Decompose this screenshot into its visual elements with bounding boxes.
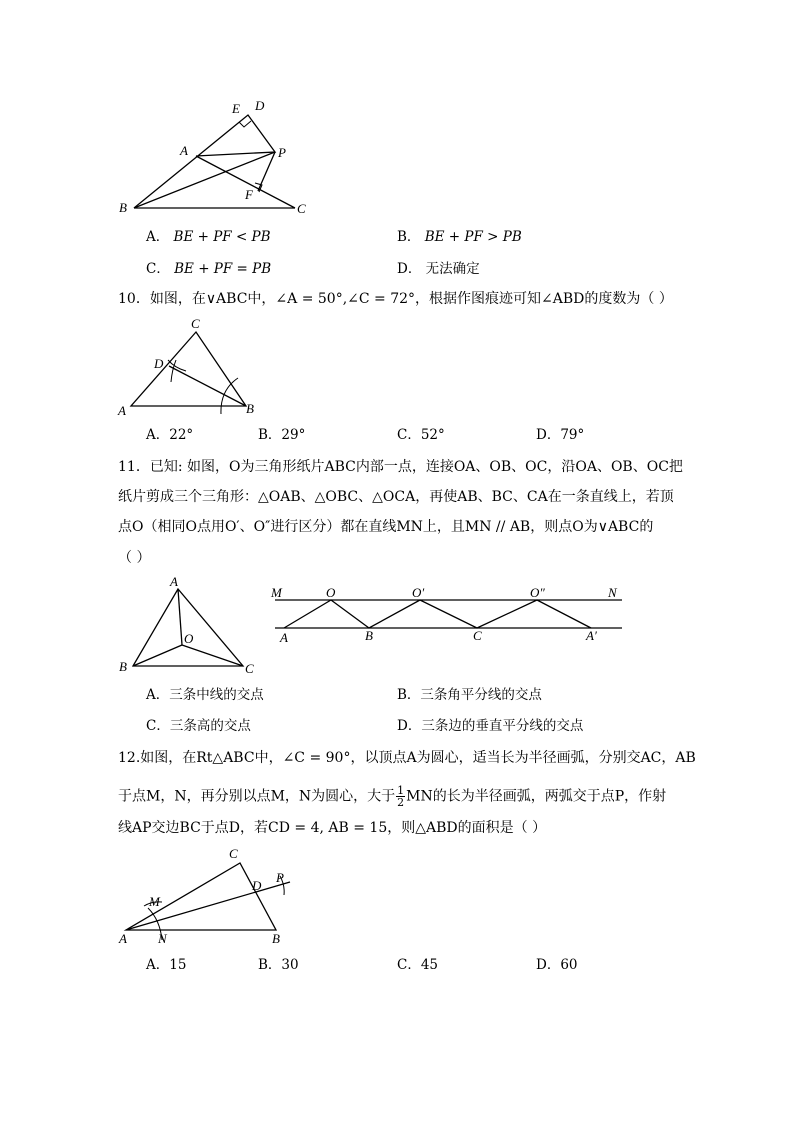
q12-label-d: D [252, 878, 262, 893]
q12-label-n: N [158, 931, 167, 946]
q11-fig1-label-c: C [245, 661, 254, 676]
q12-stem-line3: 线AP交边BC于点D，若CD = 4, AB = 15，则△ABD的面积是（ ） [118, 820, 547, 836]
q12-option-b[interactable]: B．30 [258, 957, 299, 973]
q12-label-p: P [276, 870, 284, 885]
q11-fig2-label-a1: A′ [586, 628, 597, 643]
q10-option-b[interactable]: B．29° [258, 427, 306, 443]
q11-fig2-label-o2: O″ [530, 585, 545, 600]
q10-label-a: A [118, 403, 126, 418]
q9-option-d[interactable]: D． 无法确定 [397, 261, 480, 277]
q11-fig2-label-o: O [326, 585, 336, 600]
q9-label-f: F [245, 187, 253, 202]
q11-stem-line1: 11．已知: 如图，O为三角形纸片ABC内部一点，连接OA、OB、OC，沿OA、OB、OC把 [118, 459, 683, 475]
q10-stem: 10．如图，在∨ABC中，∠A = 50°,∠C = 72°，根据作图痕迹可知∠ABD的度数为（ ） [118, 291, 673, 307]
q10-label-c: C [191, 316, 200, 331]
q9-option-a[interactable]: A． BE + PF < PB [146, 229, 271, 245]
q11-fig2-label-c: C [473, 628, 482, 643]
q11-fig1-label-a: A [170, 574, 178, 589]
q11-option-a[interactable]: A．三条中线的交点 [146, 687, 264, 703]
q9-label-e: E [232, 101, 240, 116]
q11-fig2-label-b: B [365, 628, 373, 643]
q11-fig2-label-a: A [280, 630, 288, 645]
q11-fig2-label-m: M [271, 585, 282, 600]
q10-option-d[interactable]: D．79° [536, 427, 585, 443]
q12-stem-line1: 12.如图，在Rt△ABC中，∠C = 90°，以顶点A为圆心，适当长为半径画弧，分别交AC，AB [118, 750, 696, 766]
q11-fig1-label-b: B [119, 659, 127, 674]
q12-label-c: C [229, 846, 238, 861]
q12-label-m: M [149, 894, 160, 909]
q11-option-b[interactable]: B．三条角平分线的交点 [397, 687, 542, 703]
q12-label-a: A [119, 931, 127, 946]
q11-option-d[interactable]: D．三条边的垂直平分线的交点 [397, 718, 584, 734]
q12-fraction: $\frac{1}{2}$ [397, 784, 405, 809]
q11-fig2-label-o1: O′ [412, 585, 425, 600]
q9-label-p: P [278, 145, 286, 160]
q10-label-d: D [154, 356, 164, 371]
q10-option-c[interactable]: C．52° [397, 427, 445, 443]
q10-option-a[interactable]: A．22° [146, 427, 194, 443]
q12-label-b: B [272, 931, 280, 946]
q11-stem-line4: （ ） [118, 550, 151, 566]
q9-option-b[interactable]: B． BE + PF > PB [397, 229, 522, 245]
q11-fig2-label-n: N [608, 585, 617, 600]
q12-stem-line2: 于点M，N，再分别以点M，N为圆心，大于 $\frac{1}{2}$ MN的长为半径画弧，两弧交于点P，作射 [118, 784, 667, 809]
q9-option-c[interactable]: C． BE + PF = PB [146, 261, 272, 277]
q9-label-a: A [180, 143, 188, 158]
q9-label-c: C [297, 201, 306, 216]
q11-stem-line2: 纸片剪成三个三角形：△OAB、△OBC、△OCA，再使AB、BC、CA在一条直线上，若顶 [118, 489, 674, 505]
q11-stem-line3: 点O（相同O点用O′、O″进行区分）都在直线MN上，且MN // AB，则点O为∨ABC的 [118, 519, 654, 535]
q10-label-b: B [246, 401, 254, 416]
q11-fig1-label-o: O [184, 631, 194, 646]
q9-label-d: D [255, 98, 265, 113]
q12-option-d[interactable]: D．60 [536, 957, 578, 973]
q12-option-a[interactable]: A．15 [146, 957, 187, 973]
q9-label-b: B [119, 200, 127, 215]
q11-option-c[interactable]: C．三条高的交点 [146, 718, 251, 734]
q12-option-c[interactable]: C．45 [397, 957, 439, 973]
